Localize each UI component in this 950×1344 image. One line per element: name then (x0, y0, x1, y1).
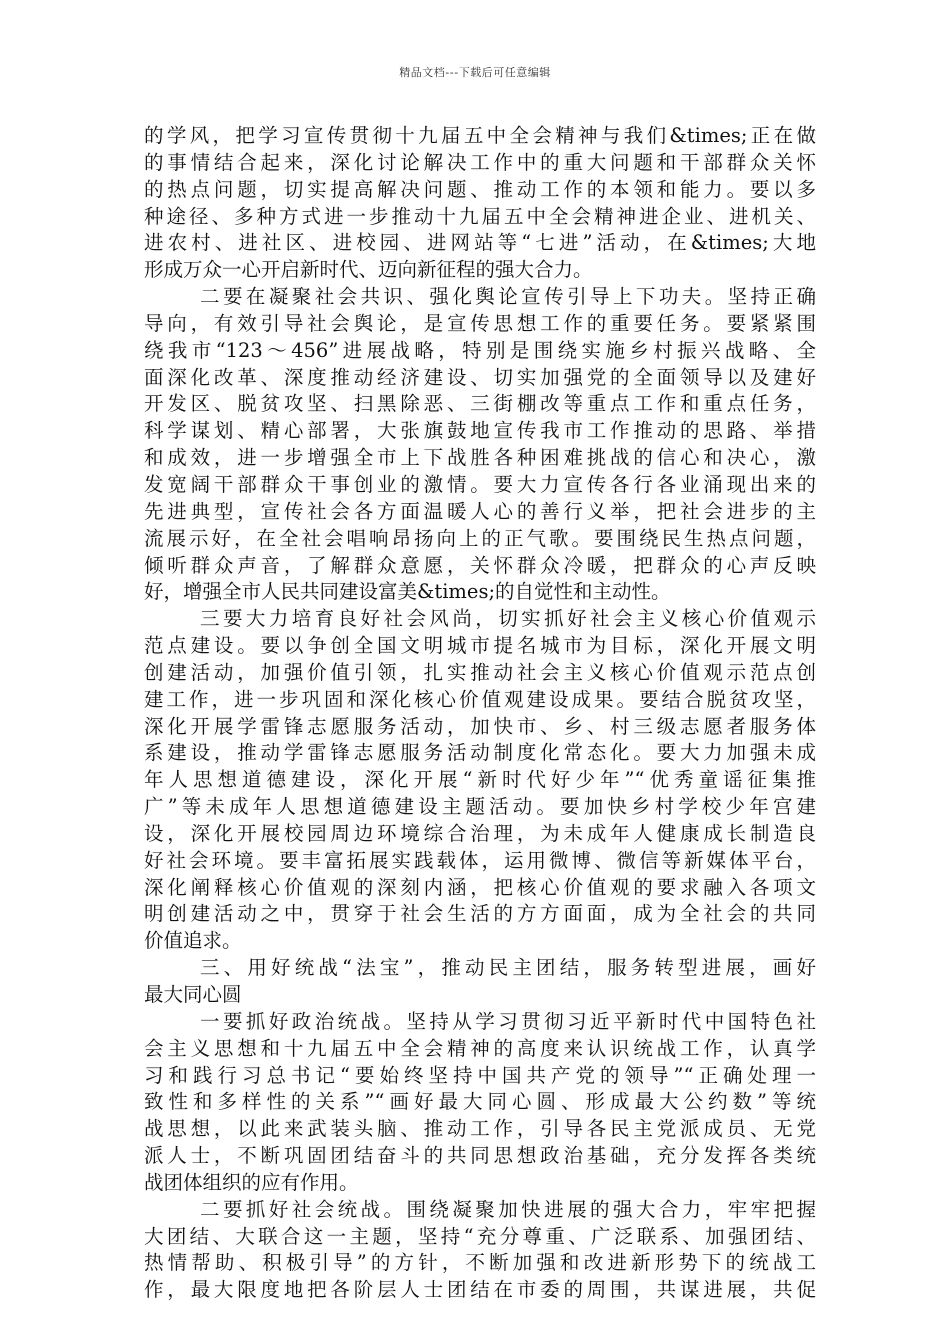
text-line: 大团结、大联合这一主题，坚持“充分尊重、广泛联系、加强团结、 (144, 1224, 816, 1248)
text-line: 热情帮助、积极引导”的方针，不断加强和改进新形势下的统战工 (144, 1251, 816, 1275)
text-line: 好，增强全市人民共同建设富美&times;的自觉性和主动性。 (144, 580, 671, 604)
text-line: 先进典型，宣传社会各方面温暖人心的善行义举，把社会进步的主 (144, 499, 816, 523)
text-line: 绕我市“123～456”进展战略，特别是围绕实施乡村振兴战略、全 (144, 338, 816, 362)
text-line: 形成万众一心开启新时代、迈向新征程的强大合力。 (144, 258, 593, 282)
text-line: 倾听群众声音，了解群众意愿，关怀群众冷暖，把群众的心声反映 (144, 553, 816, 577)
text-line: 战团体组织的应有作用。 (144, 1170, 359, 1194)
text-line: 科学谋划、精心部署，大张旗鼓地宣传我市工作推动的思路、举措 (144, 419, 816, 443)
text-line: 进农村、进社区、进校园、进网站等“七进”活动，在&times;大地 (144, 231, 816, 255)
text-line: 会主义思想和十九届五中全会精神的高度来认识统战工作，认真学 (144, 1036, 816, 1060)
text-line: 建工作，进一步巩固和深化核心价值观建设成果。要结合脱贫攻坚， (144, 687, 816, 711)
text-line: 三、用好统战“法宝”，推动民主团结，服务转型进展，画好 (200, 956, 816, 980)
page-header: 精品文档---下载后可任意编辑 (399, 66, 551, 79)
text-line: 致性和多样性的关系”“画好最大同心圆、形成最大公约数”等统 (144, 1090, 816, 1114)
text-line: 的热点问题，切实提高解决问题、推动工作的本领和能力。要以多 (144, 177, 816, 201)
text-line: 开发区、脱贫攻坚、扫黑除恶、三街棚改等重点工作和重点任务， (144, 392, 816, 416)
text-line: 深化阐释核心价值观的深刻内涵，把核心价值观的要求融入各项文 (144, 875, 816, 899)
text-line: 明创建活动之中，贯穿于社会生活的方方面面，成为全社会的共同 (144, 902, 816, 926)
text-line: 最大同心圆 (144, 983, 242, 1006)
text-line: 一要抓好政治统战。坚持从学习贯彻习近平新时代中国特色社 (200, 1009, 816, 1033)
text-line: 二要在凝聚社会共识、强化舆论宣传引导上下功夫。坚持正确 (200, 285, 816, 309)
text-line: 的学风，把学习宣传贯彻十九届五中全会精神与我们&times;正在做 (144, 124, 816, 147)
text-line: 种途径、多种方式进一步推动十九届五中全会精神进企业、进机关、 (144, 204, 816, 228)
text-line: 战思想，以此来武装头脑、推动工作，引导各民主党派成员、无党 (144, 1117, 816, 1141)
text-line: 导向，有效引导社会舆论，是宣传思想工作的重要任务。要紧紧围 (144, 311, 816, 335)
text-line: 年人思想道德建设，深化开展“新时代好少年”“优秀童谣征集推 (144, 768, 816, 792)
text-line: 深化开展学雷锋志愿服务活动，加快市、乡、村三级志愿者服务体 (144, 714, 816, 738)
text-line: 面深化改革、深度推动经济建设、切实加强党的全面领导以及建好 (144, 365, 816, 389)
text-line: 广”等未成年人思想道德建设主题活动。要加快乡村学校少年宫建 (144, 795, 816, 819)
text-line: 派人士，不断巩固团结奋斗的共同思想政治基础，充分发挥各类统 (144, 1144, 816, 1168)
text-line: 三要大力培育良好社会风尚，切实抓好社会主义核心价值观示 (200, 607, 816, 631)
text-line: 和成效，进一步增强全市上下战胜各种困难挑战的信心和决心，激 (144, 446, 816, 470)
text-line: 发宽阔干部群众干事创业的激情。要大力宣传各行各业涌现出来的 (144, 472, 816, 496)
text-line: 价值追求。 (144, 929, 242, 953)
text-line: 流展示好，在全社会唱响昂扬向上的正气歌。要围绕民生热点问题， (144, 526, 816, 550)
text-line: 的事情结合起来，深化讨论解决工作中的重大问题和干部群众关怀 (144, 150, 816, 174)
document-body (144, 123, 816, 1304)
text-line: 范点建设。要以争创全国文明城市提名城市为目标，深化开展文明 (144, 634, 816, 658)
text-line: 设，深化开展校园周边环境综合治理，为未成年人健康成长制造良 (144, 821, 816, 845)
text-line: 好社会环境。要丰富拓展实践载体，运用微博、微信等新媒体平台， (144, 848, 816, 872)
text-line: 习和践行习总书记“要始终坚持中国共产党的领导”“正确处理一 (144, 1063, 816, 1087)
text-line: 作，最大限度地把各阶层人士团结在市委的周围，共谋进展，共促 (144, 1278, 816, 1302)
text-line: 二要抓好社会统战。围绕凝聚加快进展的强大合力，牢牢把握 (200, 1197, 816, 1221)
text-line: 系建设，推动学雷锋志愿服务活动制度化常态化。要大力加强未成 (144, 741, 816, 765)
text-line: 创建活动，加强价值引领，扎实推动社会主义核心价值观示范点创 (144, 660, 816, 684)
